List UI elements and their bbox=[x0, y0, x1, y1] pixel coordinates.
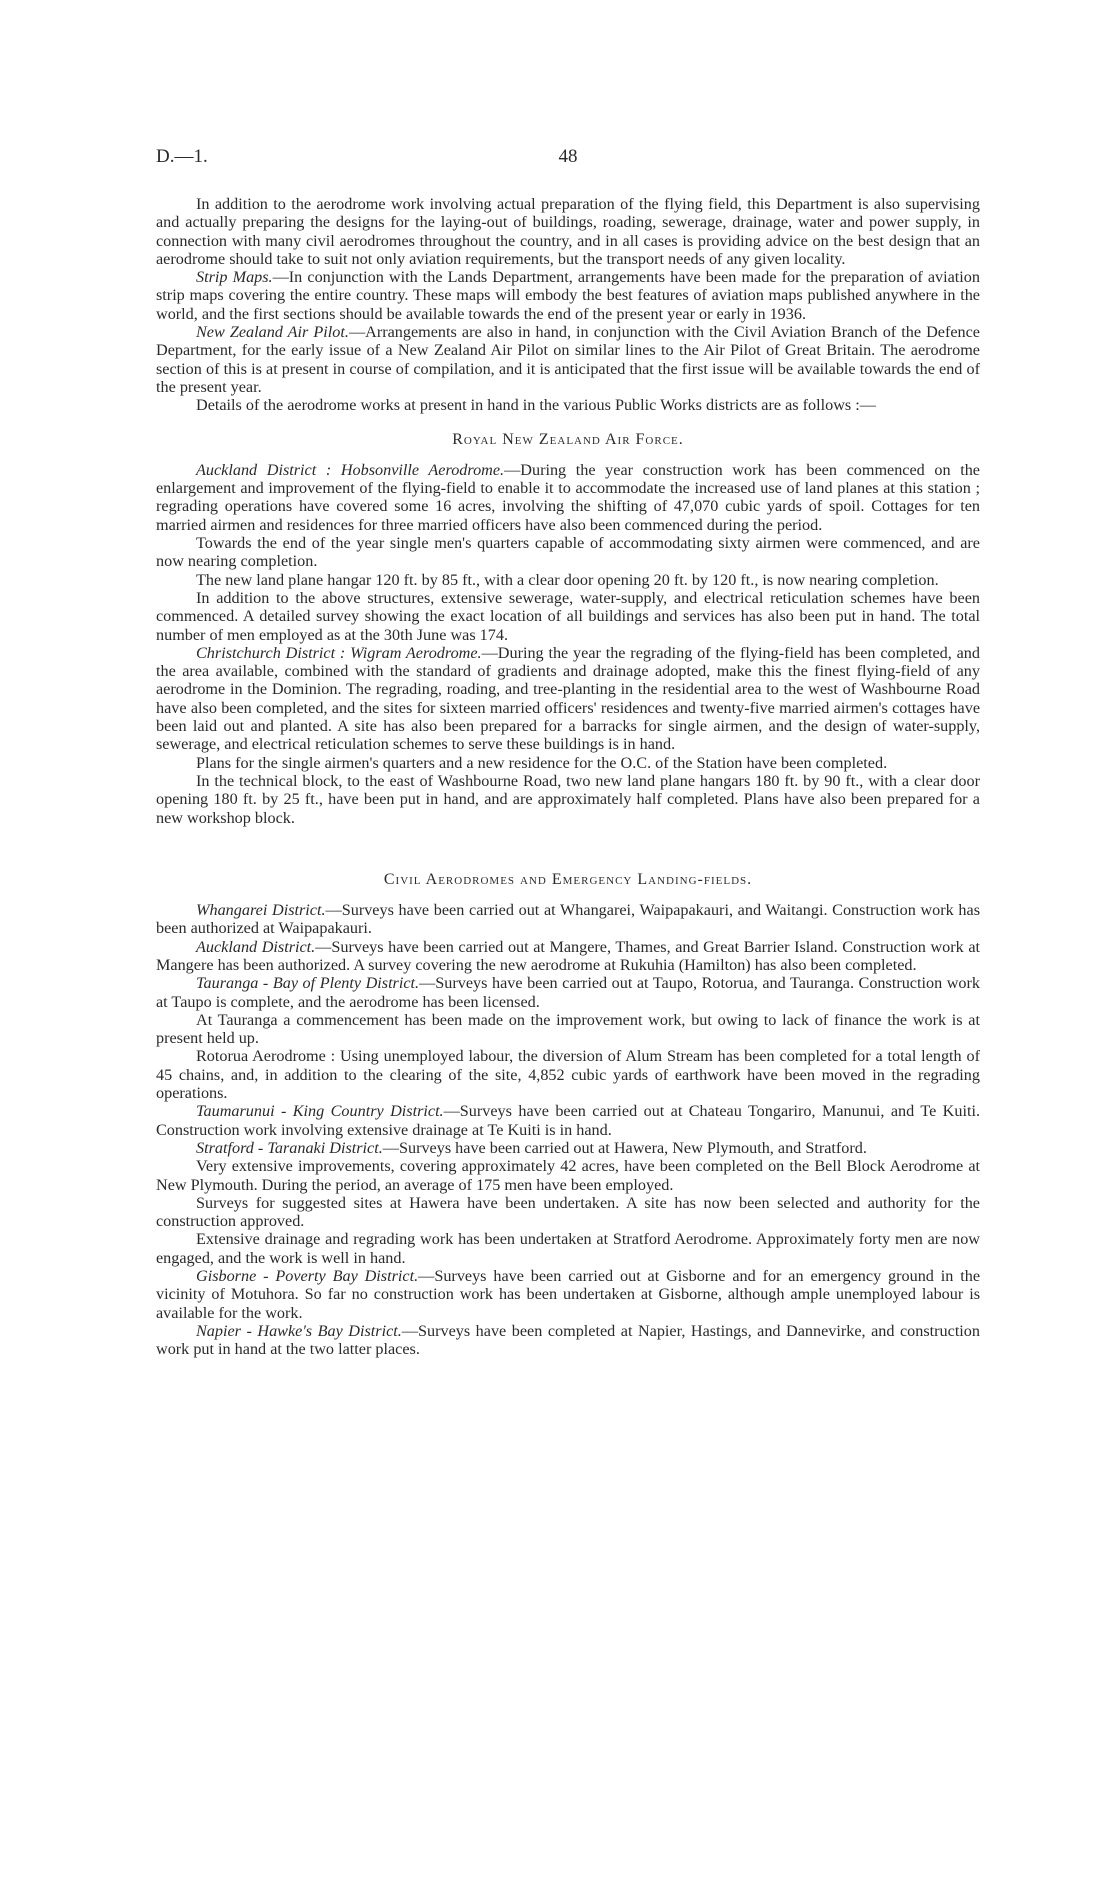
paragraph: In addition to the above structures, extensive sewerage, water-supply, and electrical reticulation schemes have been commenced. A detailed survey showing the exact location of all buildings and services has also been put in hand. The total number of men employed as at the 30th June was 174. bbox=[156, 588, 980, 644]
rnzaf-section bbox=[156, 461, 980, 827]
civil-section bbox=[156, 901, 980, 1358]
paragraph: Towards the end of the year single men's quarters capable of accommodating sixty airmen were commenced, and are now nearing completion. bbox=[156, 534, 980, 571]
paragraph: Gisborne - Poverty Bay District.—Surveys have been carried out at Gisborne and for an emergency ground in the vicinity of Motuhora. So far no construction work has been undertaken at Gisborne, although ample unemployed labour is available for the work. bbox=[156, 1267, 981, 1322]
paragraph: In addition to the aerodrome work involving actual preparation of the flying field, this Department is also supervising and actually preparing the designs for the laying-out of buildings, roading, sewerage, drainage, water and power supply, in connection with many civil aerodromes throughout the country, and in all cases is providing advice on the best design that an aerodrome should take to suit not only aviation requirements, but the transport needs of any given locality. bbox=[156, 195, 980, 268]
paragraph: In the technical block, to the east of Washbourne Road, two new land plane hangars 180 ft. by 90 ft., with a clear door opening 180 ft. by 25 ft., have been put in hand, and are approximately half completed. Plans have also been prepared for a new workshop block. bbox=[156, 771, 980, 827]
page-header bbox=[156, 146, 980, 172]
paragraph: Taumarunui - King Country District.—Surveys have been carried out at Chateau Tongariro, Manunui, and Te Kuiti. Construction work involving extensive drainage at Te Kuiti is in hand. bbox=[156, 1102, 980, 1139]
page-number: 48 bbox=[558, 146, 578, 167]
paragraph: The new land plane hangar 120 ft. by 85 ft., with a clear door opening 20 ft. by 120 ft., is now nearing completion. bbox=[196, 570, 939, 589]
paragraph: Plans for the single airmen's quarters and a new residence for the O.C. of the Station have been completed. bbox=[196, 753, 888, 772]
paragraph: Napier - Hawke's Bay District.—Surveys have been completed at Napier, Hastings, and Dannevirke, and construction work put in hand at the two latter places. bbox=[156, 1321, 980, 1359]
intro-section bbox=[156, 195, 980, 415]
paragraph: Details of the aerodrome works at present in hand in the various Public Works districts are as follows :— bbox=[196, 396, 876, 415]
paragraph: Auckland District : Hobsonville Aerodrome.—During the year construction work has been commenced on the enlargement and improvement of the flying-field to enable it to accommodate the increased use of land planes at this station ; regrading operations have covered some 16 acres, involving the shifting of 47,070 cubic yards of spoil. Cottages for ten married airmen and residences for three married officers have also been commenced during the period. bbox=[156, 460, 980, 534]
paragraph: At Tauranga a commencement has been made on the improvement work, but owing to lack of finance the work is at present held up. bbox=[156, 1010, 980, 1048]
section-heading-civil: Civil Aerodromes and Emergency Landing-fields. bbox=[383, 870, 753, 888]
paragraph: Auckland District.—Surveys have been carried out at Mangere, Thames, and Great Barrier Island. Construction work at Mangere has been authorized. A survey covering the new aerodrome at Rukuhia (Hamilton) has also been completed. bbox=[156, 937, 981, 974]
paragraph: Stratford - Taranaki District.—Surveys have been carried out at Hawera, New Plymouth, and Stratford. bbox=[196, 1138, 867, 1157]
paragraph: Surveys for suggested sites at Hawera have been undertaken. A site has now been selected and authority for the construction approved. bbox=[156, 1193, 980, 1231]
paragraph: Tauranga - Bay of Plenty District.—Surveys have been carried out at Taupo, Rotorua, and Tauranga. Construction work at Taupo is complete, and the aerodrome has been licensed. bbox=[156, 974, 980, 1011]
paragraph: New Zealand Air Pilot.—Arrangements are also in hand, in conjunction with the Civil Aviation Branch of the Defence Department, for the early issue of a New Zealand Air Pilot on similar lines to the Air Pilot of Great Britain. The aerodrome section of this is at present in course of compilation, and it is anticipated that the first issue will be available towards the end of the present year. bbox=[156, 323, 980, 396]
paragraph: Whangarei District.—Surveys have been carried out at Whangarei, Waipapakauri, and Waitangi. Construction work has been authorized at Waipapakauri. bbox=[156, 901, 980, 938]
paragraph: Rotorua Aerodrome : Using unemployed labour, the diversion of Alum Stream has been completed for a total length of 45 chains, and, in addition to the clearing of the site, 4,852 cubic yards of earthwork have been moved in the regrading operations. bbox=[156, 1047, 980, 1103]
section-heading-rnzaf: Royal New Zealand Air Force. bbox=[452, 430, 684, 448]
paragraph: Extensive drainage and regrading work has been undertaken at Stratford Aerodrome. Approximately forty men are now engaged, and the work is well in hand. bbox=[156, 1230, 980, 1267]
document-reference: D.—1. bbox=[156, 146, 208, 167]
paragraph: Very extensive improvements, covering approximately 42 acres, have been completed on the Bell Block Aerodrome at New Plymouth. During the period, an average of 175 men have been employed. bbox=[156, 1157, 980, 1194]
paragraph: Strip Maps.—In conjunction with the Lands Department, arrangements have been made for the preparation of aviation strip maps covering the entire country. These maps will embody the best features of aviation maps published anywhere in the world, and the first sections should be available towards the end of the present year or early in 1936. bbox=[156, 268, 980, 323]
paragraph: Christchurch District : Wigram Aerodrome.—During the year the regrading of the flying-field has been completed, and the area available, combined with the standard of gradients and drainage adopted, make this the finest flying-field of any aerodrome in the Dominion. The regrading, roading, and tree-planting in the residential area to the west of Washbourne Road have also been completed, and the sites for sixteen married officers' residences and twenty-five married airmen's cottages have been laid out and planted. A site has also been prepared for a barracks for single airmen, and the design of water-supply, sewerage, and electrical reticulation schemes to serve these buildings is in hand. bbox=[156, 643, 980, 754]
body-text bbox=[156, 195, 980, 1359]
